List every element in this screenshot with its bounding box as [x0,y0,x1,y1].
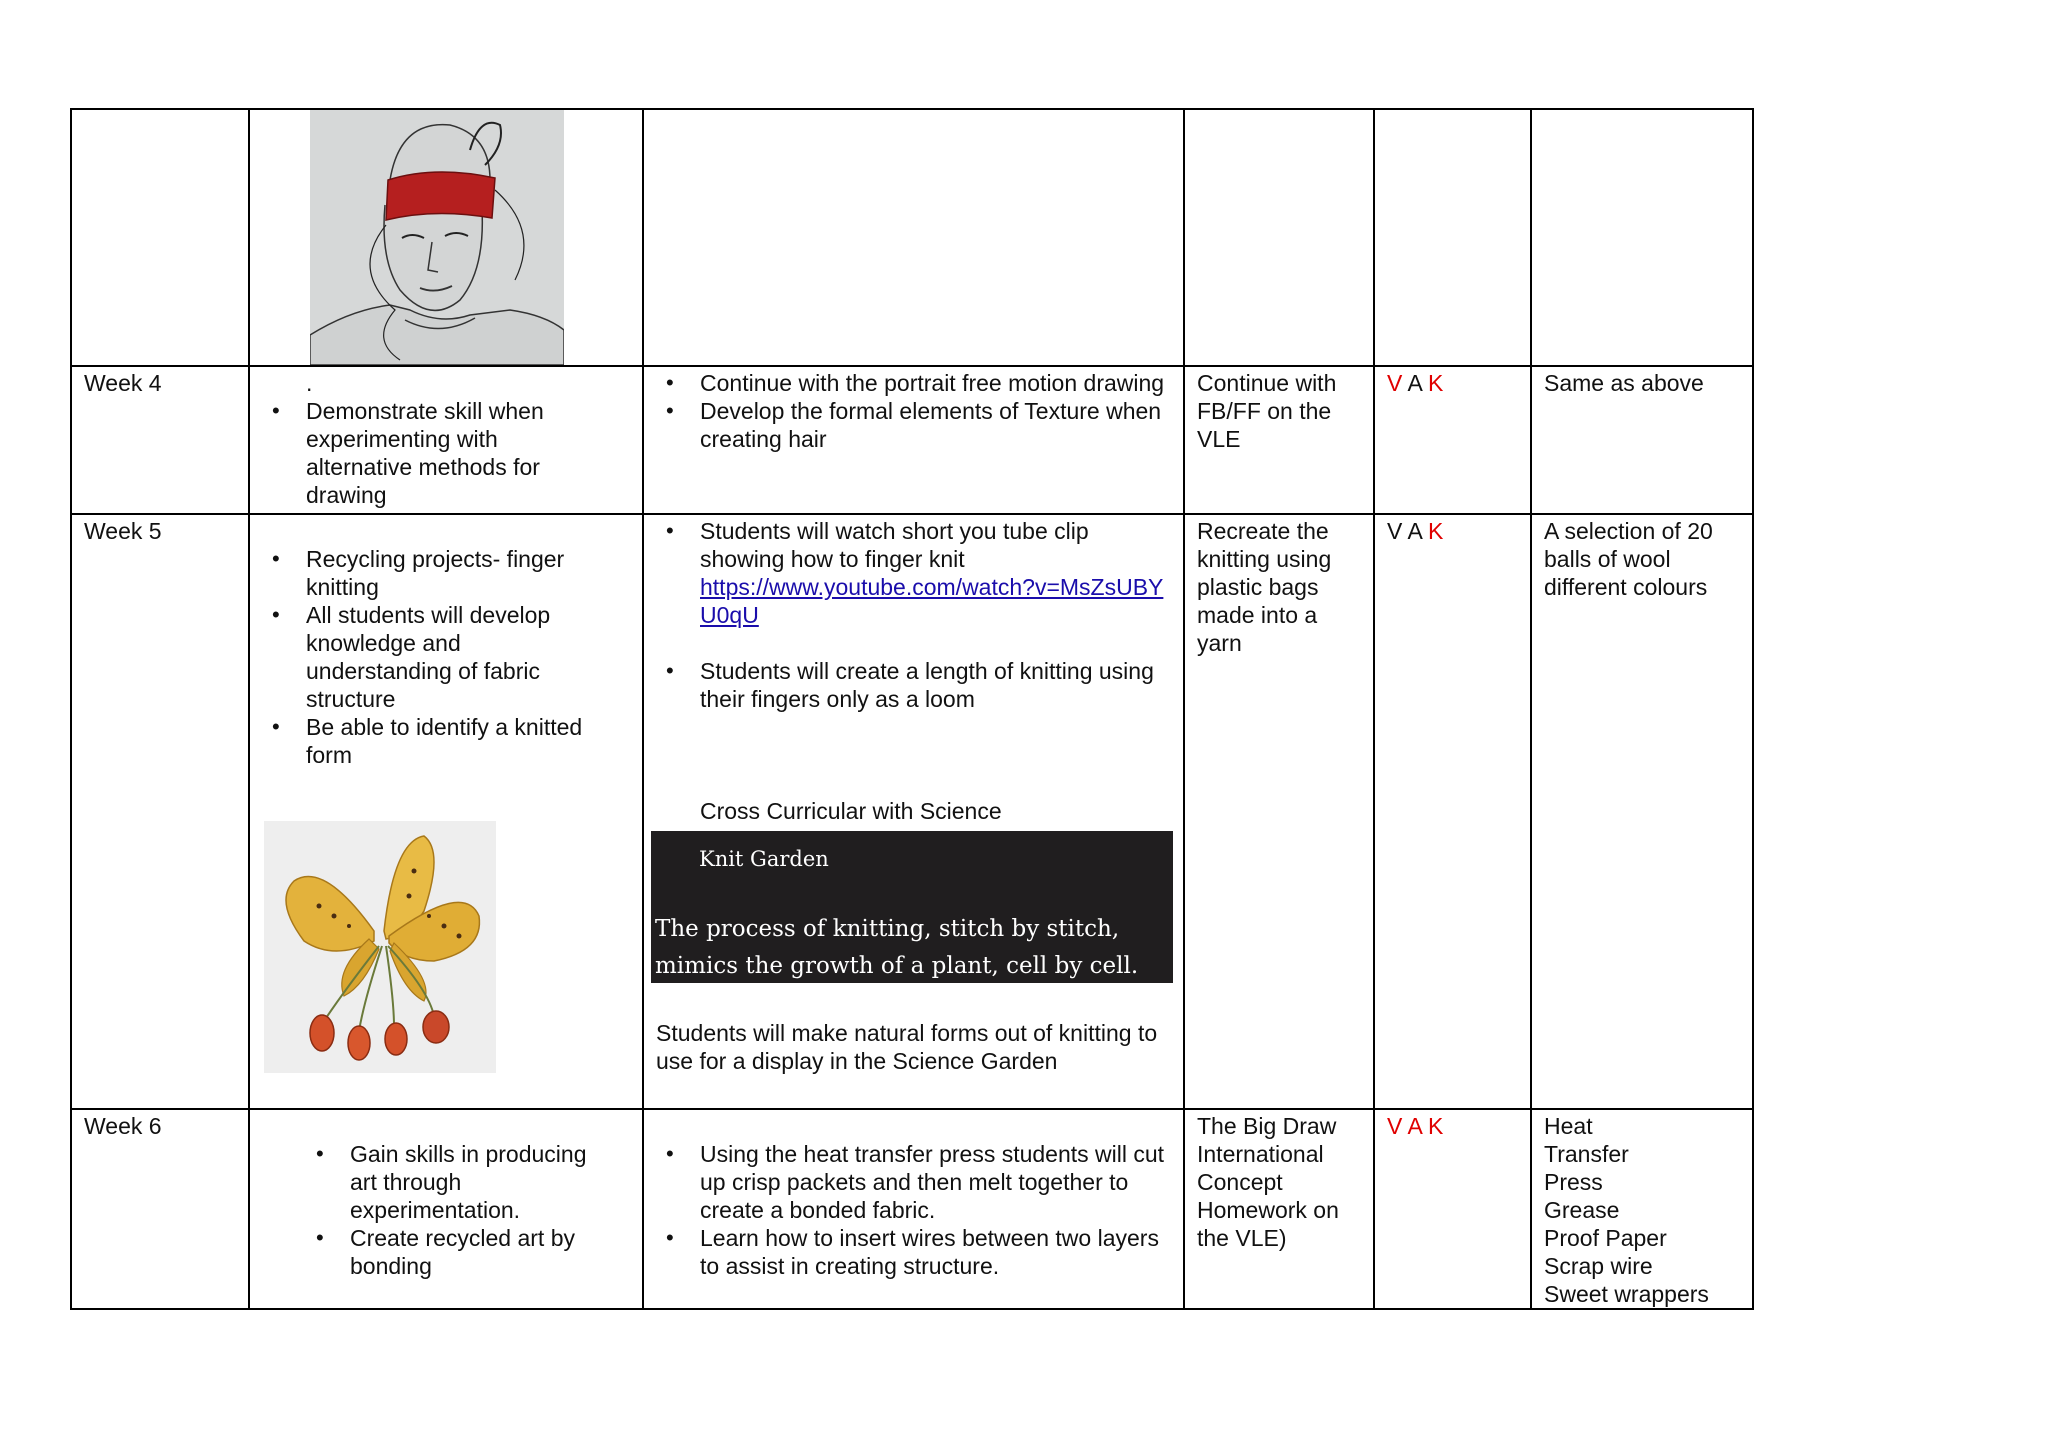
list-item: • Continue with the portrait free motion drawing [700,369,1171,397]
resource-item: Scrap wire [1544,1253,1653,1279]
resources-cell-empty [1531,109,1753,366]
vak-v: V [1387,1113,1403,1139]
display-text: Students will make natural forms out of knitting to use for a display in the Science Garden [656,1020,1158,1074]
week-label: Week 5 [84,518,162,544]
youtube-link[interactable]: https://www.youtube.com/watch?v=MsZsUBYU0qU [700,574,1164,628]
vak-k: K [1427,370,1444,396]
activity-text: Students will watch short you tube clip showing how to finger knit [700,518,1089,572]
resource-item: Heat Transfer Press [1544,1113,1629,1195]
homework-text: Continue with FB/FF on the VLE [1197,370,1337,452]
list-item: • Be able to identify a knitted form [306,713,600,769]
resources-text: A selection of 20 balls of wool different colours [1544,518,1713,600]
resource-item: Sweet wrappers [1544,1281,1709,1307]
list-item: • Gain skills in producing art through experimentation. [350,1140,600,1224]
vak-v: V [1387,370,1403,396]
resources-text: Same as above [1544,370,1704,396]
week-cell-empty [71,109,249,366]
activities-cell [643,514,1184,1109]
activities-cell [643,366,1184,514]
vak-cell [1374,366,1531,514]
vak-a: A [1407,1113,1422,1139]
objectives-list [262,1140,630,1280]
vak-cell-empty [1374,109,1531,366]
homework-cell [1184,514,1374,1109]
objectives-list [262,397,630,509]
vak-label [1375,1110,1530,1140]
knit-garden-quote-box [651,831,1173,983]
resources-list [1532,1110,1752,1308]
homework-cell [1184,366,1374,514]
portrait-cell [249,109,643,366]
table-row [71,109,1753,366]
vak-label [1375,367,1530,397]
table-row [71,514,1753,1109]
vak-cell [1374,1109,1531,1309]
knit-garden-title: Knit Garden [699,847,829,871]
lesson-plan-table [70,108,1754,1310]
vak-a: A [1407,370,1422,396]
list-item: • Demonstrate skill when experimenting with alternative methods for drawing [306,397,630,509]
objectives-cell [249,514,643,1109]
activities-list [656,369,1171,453]
list-item: • Recycling projects- finger knitting [306,545,600,601]
week-cell [71,1109,249,1309]
vak-cell [1374,514,1531,1109]
week-label: Week 6 [84,1113,162,1139]
objectives-cell [249,1109,643,1309]
activities-list [656,517,1171,629]
objectives-list [262,545,630,769]
list-item: • Create recycled art by bonding [350,1224,600,1280]
week-label: Week 4 [84,370,162,396]
list-item: • Students will create a length of knitting using their fingers only as a loom [700,657,1171,713]
activities-cell [643,1109,1184,1309]
homework-text: Recreate the knitting using plastic bags made into a yarn [1197,518,1332,656]
list-item: • All students will develop knowledge and understanding of fabric structure [306,601,600,713]
resources-cell [1531,366,1753,514]
activities-list-2 [656,657,1171,713]
vak-label [1375,515,1530,545]
resource-item: Grease Proof Paper [1544,1197,1667,1251]
activities-list [656,1140,1171,1280]
vak-k: K [1427,1113,1444,1139]
list-item: • Develop the formal elements of Texture when creating hair [700,397,1171,453]
objectives-lead: . [306,370,313,396]
table-row [71,1109,1753,1309]
lily-flower-image [264,821,496,1073]
homework-cell-empty [1184,109,1374,366]
vak-v: V [1387,518,1403,544]
list-item [700,517,1171,629]
homework-text: The Big Draw International Concept Homework on the VLE) [1197,1113,1339,1251]
list-item: • Learn how to insert wires between two layers to assist in creating structure. [700,1224,1171,1280]
resources-cell [1531,1109,1753,1309]
knit-garden-quote: The process of knitting, stitch by stitch, mimics the growth of a plant, cell by cell. [655,916,1139,979]
vak-k: K [1427,518,1444,544]
objectives-cell [249,366,643,514]
portrait-drawing-image [310,110,564,365]
list-item: • Using the heat transfer press students will cut up crisp packets and then melt together to create a bonded fabric. [700,1140,1171,1224]
resources-cell [1531,514,1753,1109]
vak-a: A [1407,518,1422,544]
cross-curricular-label: Cross Curricular with Science [700,798,1002,824]
homework-cell [1184,1109,1374,1309]
activities-cell-empty [643,109,1184,366]
week-cell [71,366,249,514]
table-row [71,366,1753,514]
week-cell [71,514,249,1109]
